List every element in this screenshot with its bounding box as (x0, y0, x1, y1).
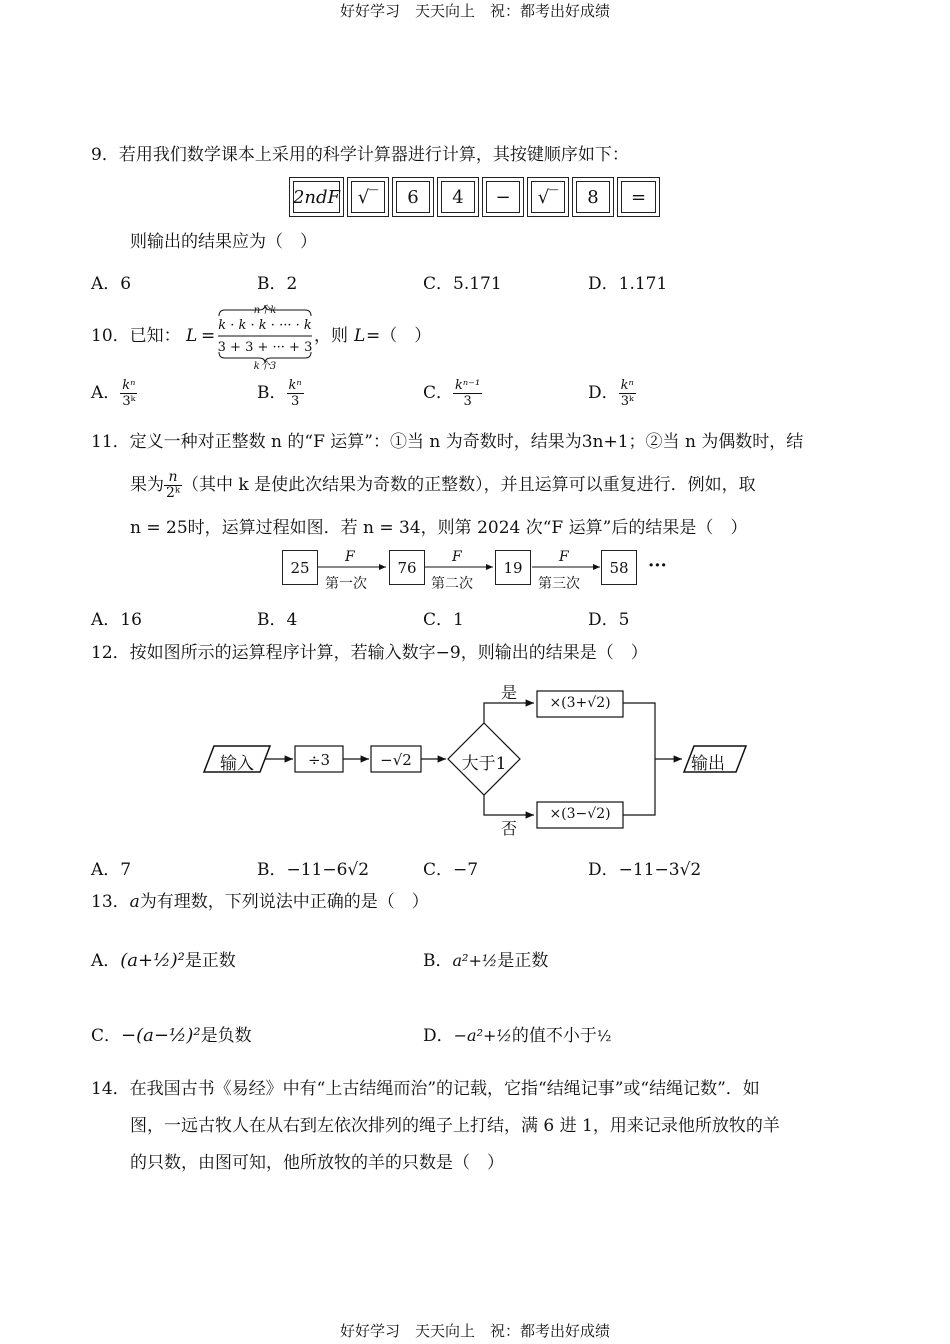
key-4: 4 (437, 177, 479, 217)
q10-numerator: k · k · k · ··· · k (218, 318, 312, 333)
q9-option-a: A．6 (91, 274, 132, 294)
q9-option-c: C．5.171 (423, 274, 502, 294)
q12-mul-yes: ×(3+√2) (549, 695, 611, 711)
q13-option-c: C．−(a−½)²是负数 (91, 1025, 252, 1046)
q10-option-a: A． $\frac{\text{kⁿ}}{\text{3ᵏ}}$ (91, 378, 136, 409)
flow-step-3: 第三次 (538, 576, 580, 592)
q11-line3: n = 25时，运算过程如图．若 n = 34，则第 2024 次“F 运算”后的结果是（ ） (130, 518, 748, 538)
q10-L-2: L (354, 326, 366, 346)
q11-line1: 11．定义一种对正整数 n 的“F 运算”：①当 n 为奇数时，结果为3n+1；②当 n 为偶数时，结 (91, 432, 804, 452)
q10-denominator: 3 + 3 + ··· + 3 (217, 340, 313, 355)
q10-option-d: D． $\frac{\text{kⁿ}}{\text{3ᵏ}}$ (588, 378, 634, 409)
flow-f-2: F (452, 549, 462, 565)
q11-option-b: B．4 (257, 610, 298, 630)
flow-f-1: F (345, 549, 355, 565)
key-minus: − (482, 177, 524, 217)
q12-output-label: 输出 (691, 754, 725, 774)
q9-stem: 9．若用我们数学课本上采用的科学计算器进行计算，其按键顺序如下： (91, 145, 629, 165)
q10-L: L (186, 326, 198, 346)
flow-f-3: F (559, 549, 569, 565)
q10-option-c: C． $\frac{\text{kⁿ⁻¹}}{3}$ (423, 378, 481, 409)
flow-box-25: 25 (282, 550, 318, 585)
page-footer: 好好学习 天天向上 祝：都考出好成绩 (339, 1322, 610, 1340)
q12-option-a: A．7 (91, 860, 132, 880)
key-8: 8 (572, 177, 614, 217)
key-sqrt-2: √‾ (527, 177, 569, 217)
q13-option-b: B．a²+½是正数 (423, 951, 549, 971)
page-header: 好好学习 天天向上 祝：都考出好成绩 (339, 2, 610, 20)
q14-line2: 图，一远古牧人在从右到左依次排列的绳子上打结，满 6 进 1，用来记录他所放牧的羊 (130, 1116, 780, 1136)
flow-box-76: 76 (389, 550, 425, 585)
q10-under-label: k个3 (253, 361, 277, 372)
q10-option-b: B． $\frac{\text{kⁿ}}{3}$ (257, 378, 302, 409)
q9-option-b: B．2 (257, 274, 298, 294)
flow-step-2: 第二次 (431, 576, 473, 592)
key-equals: = (617, 177, 660, 217)
q12-stem: 12．按如图所示的运算程序计算，若输入数字−9，则输出的结果是（ ） (91, 643, 648, 663)
q12-input-label: 输入 (220, 754, 254, 774)
q10-prefix: 10．已知： (91, 326, 181, 346)
key-sqrt: √‾ (347, 177, 389, 217)
q12-yes-label: 是 (501, 683, 518, 702)
q9-follow: 则输出的结果应为（ ） (130, 232, 317, 252)
flow-box-19: 19 (495, 550, 531, 585)
flow-step-1: 第一次 (325, 576, 367, 592)
q14-line1: 14．在我国古书《易经》中有“上古结绳而治”的记载，它指“结绳记事”或“结绳记数”．如 (91, 1079, 760, 1099)
key-2ndf: 2ndF (289, 177, 344, 217)
q10-eq: = (201, 326, 216, 346)
q10-over-label: n个k (253, 305, 277, 316)
q14-line3: 的只数，由图可知，他所放牧的羊的只数是（ ） (130, 1153, 504, 1173)
q13-stem: 13．a为有理数，下列说法中正确的是（ ） (91, 892, 429, 912)
q11-line2: 果为 $\frac{n}{\text{2ᵏ}}$ （其中 k 是使此次结果为奇数的正整数），并且运算可以重复进行．例如，取 (130, 469, 756, 501)
q12-cond-label: 大于1 (461, 754, 507, 774)
key-6: 6 (392, 177, 434, 217)
q12-mul-no: ×(3−√2) (549, 806, 611, 822)
q11-option-c: C．1 (423, 610, 464, 630)
q12-option-d: D．−11−3√2 (588, 860, 702, 880)
flow-more: ··· (648, 555, 667, 576)
flow-box-58: 58 (601, 550, 637, 585)
q13-option-d: D．−a²+½的值不小于½ (423, 1026, 612, 1046)
q12-div-label: ÷3 (307, 751, 331, 769)
q12-option-c: C．−7 (423, 860, 479, 880)
q10-suffix: ，则 (314, 326, 348, 346)
q10-suffix2: =（ ） (366, 326, 432, 346)
q12-no-label: 否 (501, 819, 518, 838)
q11-option-d: D．5 (588, 610, 630, 630)
q13-option-a: A．(a+½)²是正数 (91, 950, 236, 971)
q9-option-d: D．1.171 (588, 274, 668, 294)
q12-minus-label: −√2 (380, 751, 412, 769)
q12-option-b: B．−11−6√2 (257, 860, 370, 880)
q11-option-a: A．16 (91, 610, 142, 630)
